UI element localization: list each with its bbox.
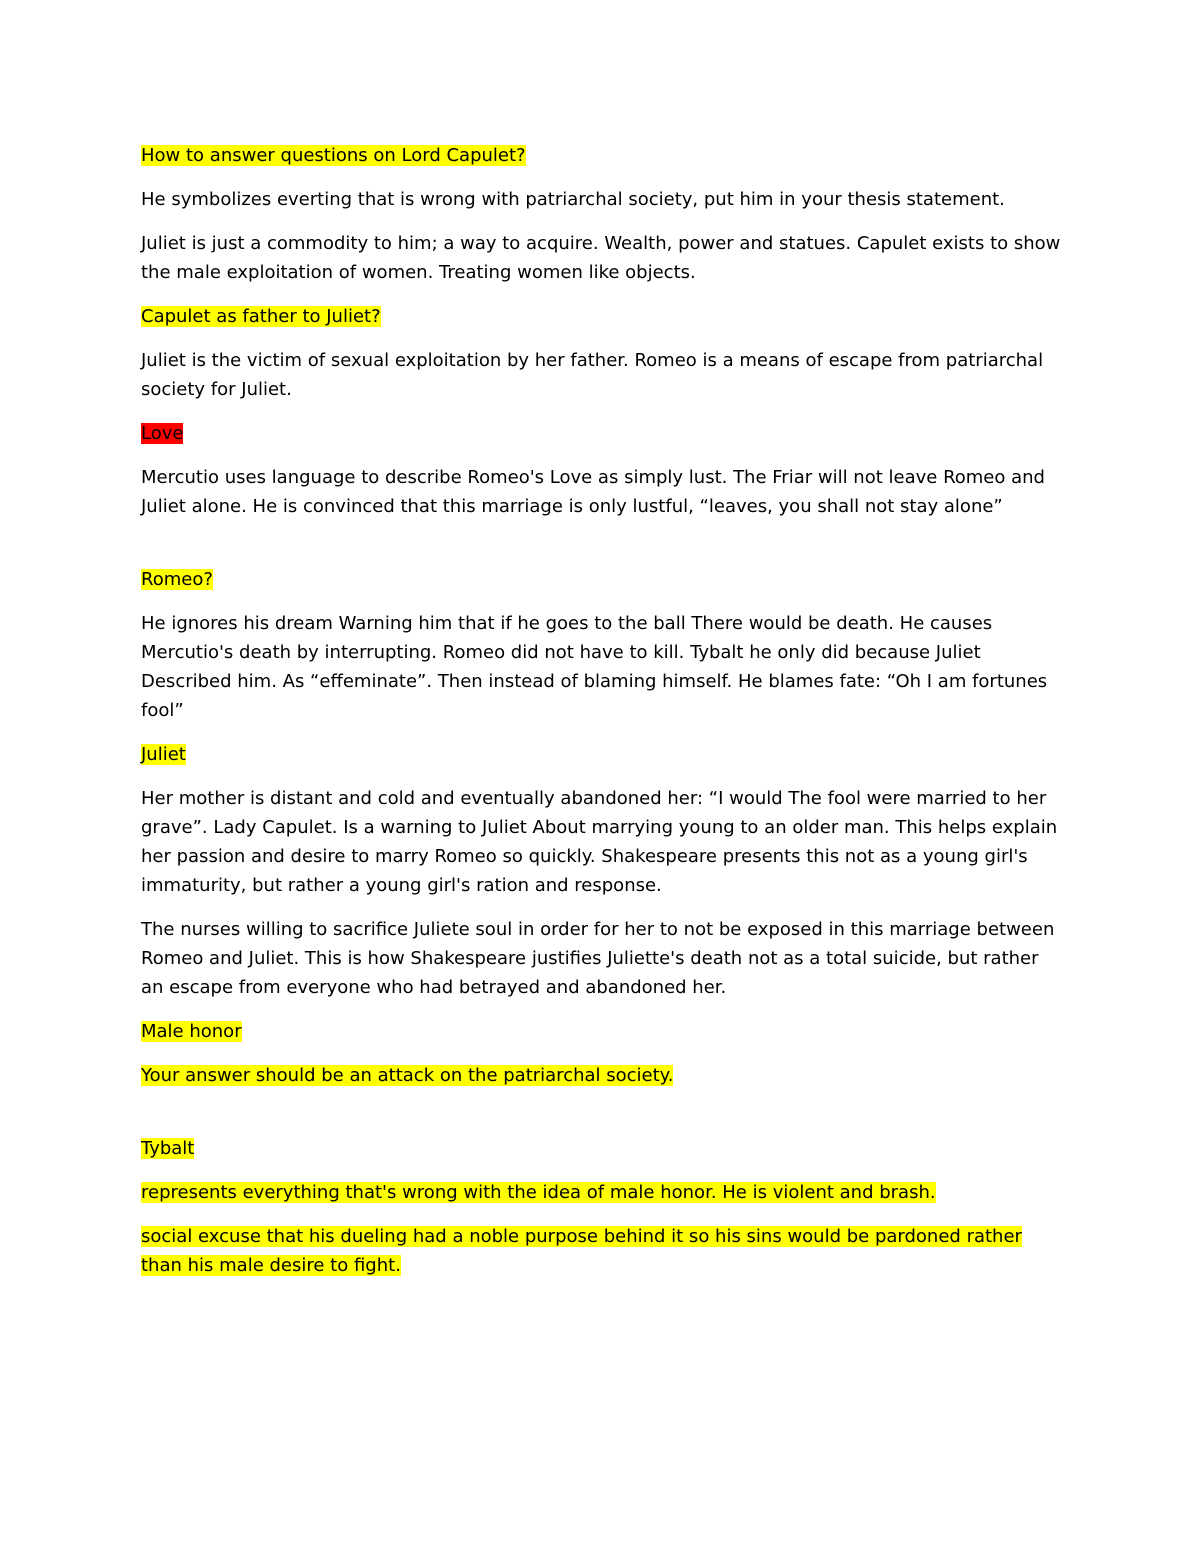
paragraph-symbolizes: He symbolizes everting that is wrong with patriarchal society, put him in your thesis statement. xyxy=(141,189,1005,210)
highlighted-text: Love xyxy=(141,423,184,444)
highlighted-text: Your answer should be an attack on the patriarchal society. xyxy=(141,1065,674,1086)
highlighted-text: How to answer questions on Lord Capulet? xyxy=(141,145,526,166)
paragraph-mother: Her mother is distant and cold and eventually abandoned her: “I would The fool were married to her grave”. Lady Capulet. Is a warning to Juliet About marrying young to an older man. This helps explain her passion and desire to marry Romeo so quickly. Shakespeare presents this not as a young girl's immaturity, but rather a young girl's ration and response. xyxy=(141,788,1058,896)
heading-male-honor xyxy=(141,1017,1061,1046)
heading-juliet xyxy=(141,740,1061,769)
paragraph-victim: Juliet is the victim of sexual exploitation by her father. Romeo is a means of escape from patriarchal society for Juliet. xyxy=(141,350,1044,400)
heading-capulet-as-father xyxy=(141,302,1061,331)
paragraph-attack xyxy=(141,1061,1061,1090)
paragraph-commodity: Juliet is just a commodity to him; a way to acquire. Wealth, power and statues. Capulet exists to show the male exploitation of women. Treating women like objects. xyxy=(141,233,1061,283)
highlighted-text: Capulet as father to Juliet? xyxy=(141,306,381,327)
highlighted-text: Juliet xyxy=(141,744,186,765)
paragraph-mercutio: Mercutio uses language to describe Romeo's Love as simply lust. The Friar will not leave Romeo and Juliet alone. He is convinced that this marriage is only lustful, “leaves, you shall not stay alone” xyxy=(141,467,1045,517)
heading-love xyxy=(141,419,1061,448)
highlighted-text: Male honor xyxy=(141,1021,242,1042)
heading-lord-capulet xyxy=(141,141,1061,170)
blank-line xyxy=(141,1105,1061,1134)
highlighted-text: Tybalt xyxy=(141,1138,195,1159)
heading-romeo xyxy=(141,565,1061,594)
heading-tybalt xyxy=(141,1134,1061,1163)
highlighted-text: social excuse that his dueling had a noble purpose behind it so his sins would be pardoned rather than his male desire to fight. xyxy=(141,1226,1022,1276)
highlighted-text: represents everything that's wrong with the idea of male honor. He is violent and brash. xyxy=(141,1182,936,1203)
blank-line xyxy=(141,536,1061,565)
document-body xyxy=(141,141,1061,1295)
paragraph-dream: He ignores his dream Warning him that if he goes to the ball There would be death. He causes Mercutio's death by interrupting. Romeo did not have to kill. Tybalt he only did because Juliet Described him. As “effeminate”. Then instead of blaming himself. He blames fate: “Oh I am fortunes fool” xyxy=(141,613,1048,721)
paragraph-represents xyxy=(141,1178,1061,1207)
highlighted-text: Romeo? xyxy=(141,569,213,590)
paragraph-excuse xyxy=(141,1222,1061,1280)
paragraph-nurse: The nurses willing to sacrifice Juliete soul in order for her to not be exposed in this marriage between Romeo and Juliet. This is how Shakespeare justifies Juliette's death not as a total suicide, but rather an escape from everyone who had betrayed and abandoned her. xyxy=(141,919,1055,998)
